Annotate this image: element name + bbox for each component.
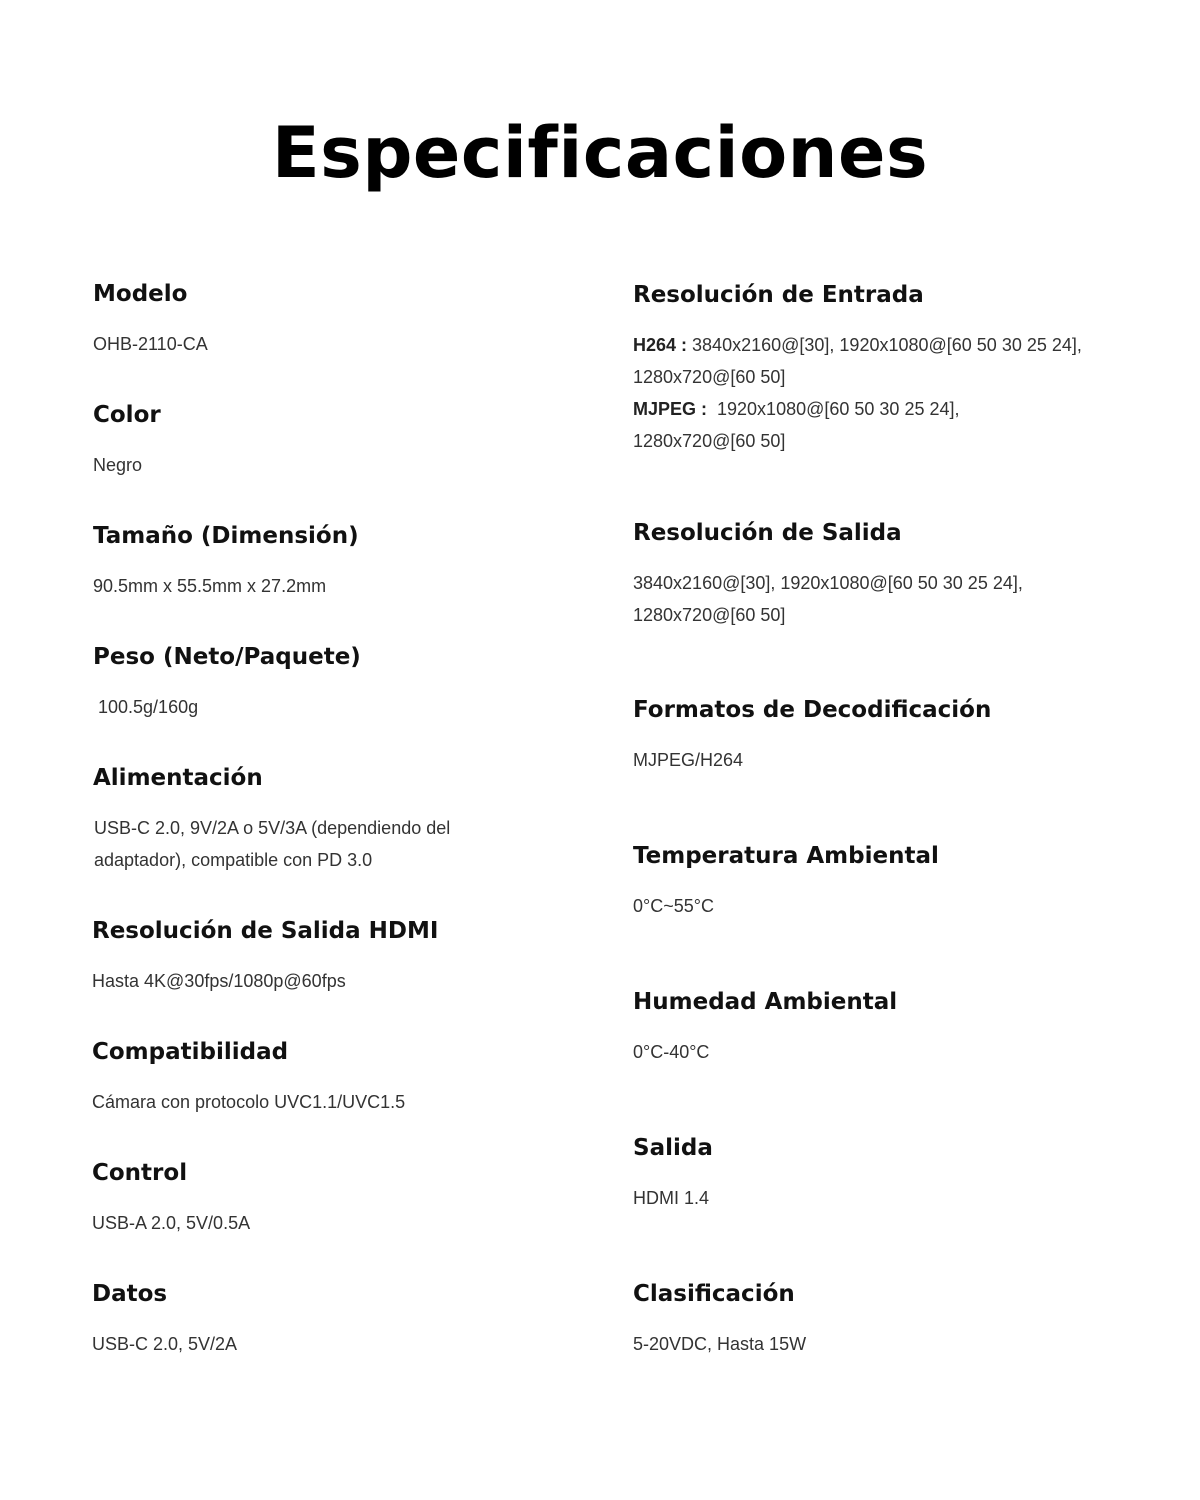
spec-label: Resolución de Salida HDMI bbox=[92, 918, 439, 944]
spec-value: 5-20VDC, Hasta 15W bbox=[633, 1334, 807, 1354]
spec-label: Modelo bbox=[93, 281, 188, 307]
spec-peso bbox=[93, 642, 553, 723]
spec-clasificacion bbox=[633, 1279, 1083, 1360]
spec-label: Datos bbox=[92, 1281, 168, 1307]
spec-value: HDMI 1.4 bbox=[633, 1188, 710, 1208]
spec-alimentacion bbox=[93, 763, 513, 876]
spec-label: Compatibilidad bbox=[92, 1039, 289, 1065]
spec-label: Alimentación bbox=[93, 765, 263, 791]
spec-value: 0°C~55°C bbox=[633, 896, 714, 916]
spec-temperatura-ambiental bbox=[633, 841, 1083, 922]
h264-key: H264 : bbox=[633, 335, 688, 355]
spec-value: 3840x2160@[30], 1920x1080@[60 50 30 25 24], 1280x720@[60 50] bbox=[633, 573, 1023, 625]
spec-formatos-decodificacion bbox=[633, 695, 1083, 776]
spec-value: Negro bbox=[93, 455, 143, 475]
spec-label: Resolución de Entrada bbox=[633, 282, 924, 308]
h264-line bbox=[633, 329, 1087, 393]
spec-resolucion-entrada bbox=[633, 280, 1087, 457]
spec-color bbox=[93, 400, 553, 481]
spec-label: Humedad Ambiental bbox=[633, 989, 898, 1015]
spec-datos bbox=[92, 1279, 552, 1360]
mjpeg-value: 1920x1080@[60 50 30 25 24], 1280x720@[60 50] bbox=[633, 399, 965, 451]
spec-value: USB-A 2.0, 5V/0.5A bbox=[92, 1213, 251, 1233]
spec-label: Formatos de Decodificación bbox=[633, 697, 992, 723]
spec-value: MJPEG/H264 bbox=[633, 750, 744, 770]
spec-compatibilidad bbox=[92, 1037, 552, 1118]
spec-salida bbox=[633, 1133, 1083, 1214]
spec-value: Cámara con protocolo UVC1.1/UVC1.5 bbox=[92, 1092, 406, 1112]
spec-modelo bbox=[93, 279, 553, 360]
spec-value: USB-C 2.0, 9V/2A o 5V/3A (dependiendo del adaptador), compatible con PD 3.0 bbox=[94, 818, 451, 870]
spec-value: OHB-2110-CA bbox=[93, 334, 208, 354]
spec-value: 100.5g/160g bbox=[93, 697, 199, 717]
mjpeg-key: MJPEG : bbox=[633, 399, 708, 419]
spec-label: Tamaño (Dimensión) bbox=[93, 523, 359, 549]
spec-label: Temperatura Ambiental bbox=[633, 843, 939, 869]
page-title: Especificaciones bbox=[271, 112, 929, 194]
spec-value: USB-C 2.0, 5V/2A bbox=[92, 1334, 238, 1354]
spec-resolucion-salida bbox=[633, 518, 1053, 631]
h264-value: 3840x2160@[30], 1920x1080@[60 50 30 25 24], 1280x720@[60 50] bbox=[633, 335, 1087, 387]
spec-value: 0°C-40°C bbox=[633, 1042, 710, 1062]
spec-control bbox=[92, 1158, 552, 1239]
spec-value: Hasta 4K@30fps/1080p@60fps bbox=[92, 971, 346, 991]
spec-label: Clasificación bbox=[633, 1281, 795, 1307]
spec-label: Control bbox=[92, 1160, 188, 1186]
spec-value: 90.5mm x 55.5mm x 27.2mm bbox=[93, 576, 327, 596]
mjpeg-line bbox=[633, 393, 1083, 457]
spec-label: Peso (Neto/Paquete) bbox=[93, 644, 361, 670]
spec-label: Color bbox=[93, 402, 161, 428]
spec-label: Salida bbox=[633, 1135, 713, 1161]
spec-label: Resolución de Salida bbox=[633, 520, 902, 546]
spec-humedad-ambiental bbox=[633, 987, 1083, 1068]
spec-resolucion-salida-hdmi bbox=[92, 916, 552, 997]
spec-value bbox=[633, 329, 1087, 457]
spec-tamano bbox=[93, 521, 553, 602]
